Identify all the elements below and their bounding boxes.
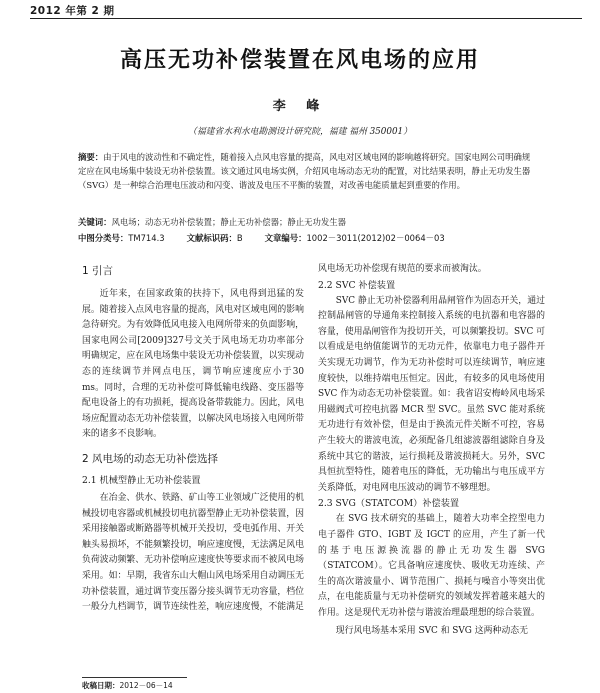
abstract-label: 摘要： — [78, 152, 104, 162]
article-title: 高压无功补偿装置在风电场的应用 — [119, 48, 480, 73]
issue-header: 2012 年第 2 期 — [30, 5, 115, 17]
section-1-heading: 1 引言 — [82, 265, 114, 277]
last-paragraph: 现行风电场基本采用 SVC 和 SVG 这两种动态无 — [335, 626, 528, 637]
keywords-label: 关键词： — [78, 217, 112, 227]
section-2-3-paragraph: 在 SVG 技术研究的基础上，随着大功率全控型电力电子器件 GTO、IGBT 及 IGCT 的应用，产生了新一代的基于电压源换流器的静止无功发生器 SVG（STATCOM）。它具备响应速度快、吸收无功连续、产生的高次谐波量小、调节范围广、损耗与噪音小等突出优点，在电能质量与无功补偿研究的领域发挥着越来越大的作用。这是现代无功补偿与谐波治理最理想的综合装置。 — [318, 514, 545, 618]
author-name: 李 峰 — [272, 99, 328, 114]
abstract — [78, 150, 533, 193]
abstract-text: 由于风电的波动性和不确定性，随着接入点风电容量的提高，风电对区域电网的影响越将研究。国家电网公司明确规定应在风电场集中装设无功补偿装置。该文通过风电场实例，介绍风电场动态无功的配置，对比结果表明，静止无功发生器（SVG）是一种综合治理电压波动和闪变、谐波及电压不平衡的装置，对改善电能质量起到重要的作用。 — [78, 152, 531, 191]
section-2-2-paragraph: SVC 静止无功补偿器利用晶闸管作为固态开关，通过控制晶闸管的导通角来控制接入系统的电抗器和电容器的容量，使用晶闸管作为投切开关，可以频繁投切。SVC 可以看成是电纳值能调节的无功元件，依靠电力电子器件开关实现无功调节，作为无功补偿时可以连续调节，响应速度较快，以维持端电压恒定。因此，有较多的风电场使用 SVC 作为动态无功补偿装置。如：我省诏安梅岭风电场采用磁阀式可控电抗器 MCR 型 SVC。虽然 SVC 能对系统无功进行有效补偿，但是由于换流元件关断不可控，容易产生较大的谐波电流，必须配备几组滤波器组滤除自身及系统中其它的谐波，运行损耗及谐波损耗大。另外，SVC 具恒抗型特性，随着电压的降低，无功输出与电压成平方关系降低，对电网电压波动的调节不够理想。 — [318, 295, 545, 493]
section-2-1-paragraph: 在冶金、供水、铁路、矿山等工业领域广泛使用的机械投切电容器或机械投切电抗器型静止无功补偿装置，因采用接触器或断路器等机械开关投切，受电弧作用、开关触头易损坏，不能频繁投切，响应速度慢，无法满足风电负荷波动频繁、无功补偿响应速度快等要求而不被风电场采用。如：早期，我省东山大帽山风电场采用自动调压无功补偿装置，通过调节变压器分接头调节无功容量，档位一般分九档调节，调节连续性差，响应速度慢，不能满足 — [82, 492, 304, 613]
section-1-paragraph: 近年来，在国家政策的扶持下，风电得到迅猛的发展。随着接入点风电容量的提高，风电对区域电网的影响急待研究。为有效降低风电接入电网所带来的负面影响，国家电网公司[2009]327号文关于风电场无功功率部分明确规定，应在风电场集中装设无功补偿装置，以实现动态的连续调节并网点电压，调节响应速度应小于30 ms。同时，合理的无功补偿可降低输电线路、变压器等配电设备上的有功损耗，提高设备带载能力。因此，风电场应配置动态无功补偿装置，以解决风电场接入电网所带来的诸多不良影响。 — [82, 289, 304, 440]
received-date-footnote — [82, 680, 173, 691]
section-2-1-heading: 2.1 机械型静止无功补偿装置 — [82, 474, 201, 486]
section-2-2-heading: 2.2 SVC 补偿装置 — [318, 279, 396, 291]
footnote-rule — [82, 677, 187, 678]
left-column — [82, 263, 304, 616]
header-rule — [30, 18, 582, 19]
continued-paragraph: 风电场无功补偿现有规范的要求而被淘汰。 — [318, 264, 487, 274]
keywords-text: 风电场；动态无功补偿装置；静止无功补偿器；静止无功发生器 — [111, 217, 346, 227]
section-2-3-heading: 2.3 SVG（STATCOM）补偿装置 — [318, 498, 460, 510]
classification-line — [78, 232, 538, 244]
keywords — [78, 215, 533, 229]
clc-number: 中图分类号：TM714.3 — [78, 233, 165, 243]
received-date-label: 收稿日期： — [82, 681, 120, 690]
author-affiliation: （福建省水利水电勘测设计研究院，福建 福州 350001） — [188, 127, 412, 137]
right-column — [318, 262, 545, 640]
received-date-value: 2012－06－14 — [119, 681, 173, 690]
document-code: 文献标识码：B — [186, 233, 243, 243]
section-2-heading: 2 风电场的动态无功补偿选择 — [82, 452, 219, 465]
article-number: 文章编号：1002－3011(2012)02－0064－03 — [264, 233, 445, 243]
